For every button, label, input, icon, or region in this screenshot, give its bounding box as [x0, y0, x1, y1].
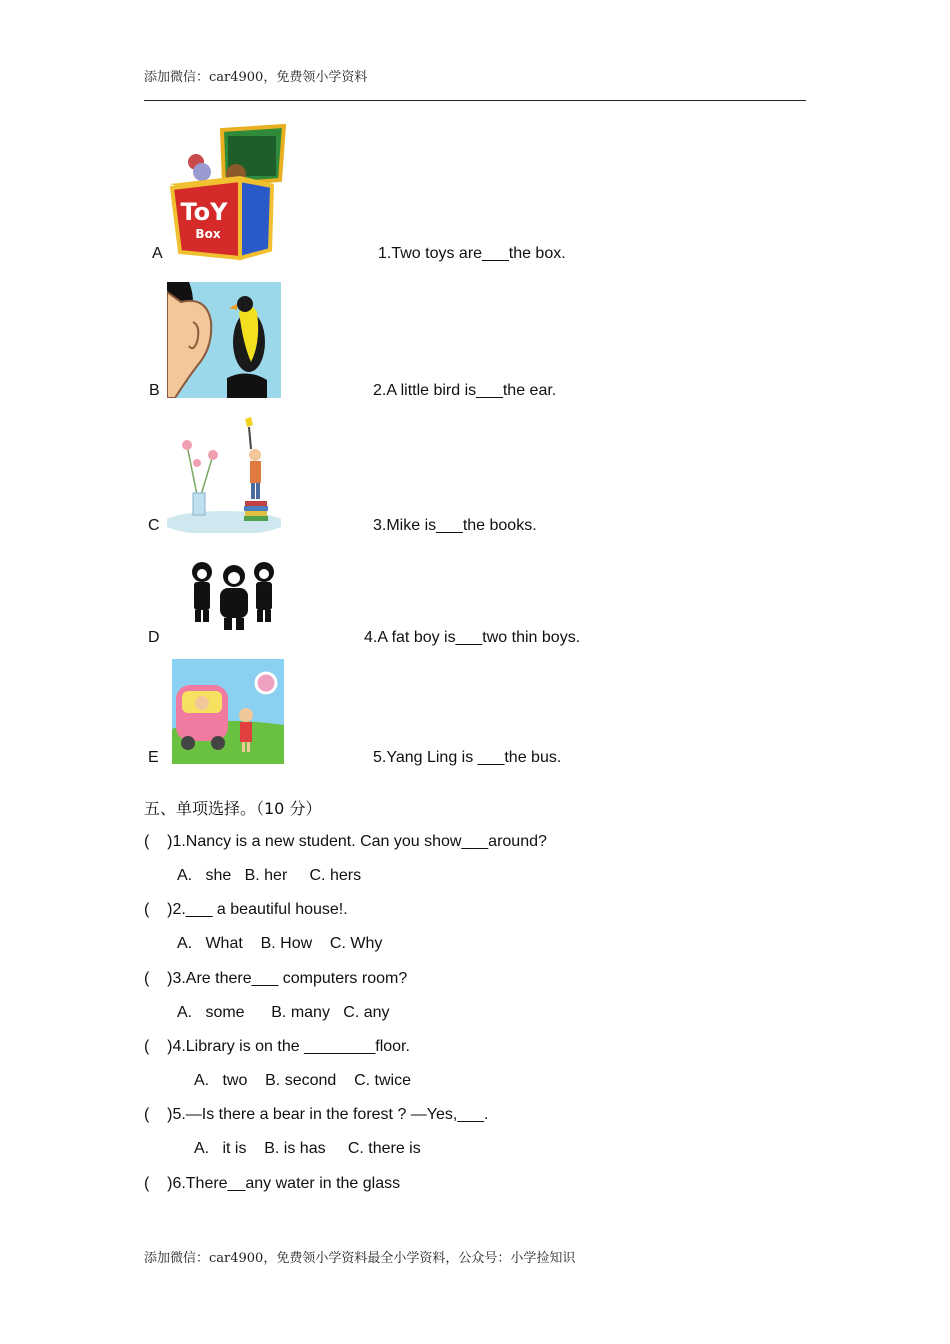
page-header: 添加微信：car4900，免费领小学资料 [144, 70, 368, 85]
bird-ear-picture [167, 282, 281, 398]
page-footer: 添加微信：car4900，免费领小学资料最全小学资料，公众号：小学捡知识 [144, 1251, 576, 1266]
question-6: ( )6.There__any water in the glass [144, 1175, 401, 1192]
three-boys-picture [188, 558, 278, 636]
sentence-2: 2.A little bird is___the ear. [373, 382, 557, 399]
girl-on-bus-picture [172, 659, 284, 764]
boy-on-books-picture [167, 415, 281, 533]
sentence-5: 5.Yang Ling is ___the bus. [373, 749, 562, 766]
section-title: 五、单项选择。（10 分） [144, 799, 322, 818]
sentence-4: 4.A fat boy is___two thin boys. [364, 629, 581, 646]
sentence-3: 3.Mike is___the books. [373, 517, 537, 534]
picture-letter-d: D [148, 629, 160, 646]
question-3-options: A. some B. many C. any [177, 1004, 390, 1021]
question-4-options: A. two B. second C. twice [194, 1072, 411, 1089]
toy-box-label: ToY [180, 198, 228, 226]
question-4: ( )4.Library is on the ________floor. [144, 1038, 410, 1055]
picture-letter-c: C [148, 517, 160, 534]
picture-letter-b: B [149, 382, 160, 399]
question-1: ( )1.Nancy is a new student. Can you show___around? [144, 833, 547, 850]
header-divider [144, 100, 806, 101]
picture-letter-e: E [148, 749, 159, 766]
picture-letter-a: A [152, 245, 163, 262]
question-3: ( )3.Are there___ computers room? [144, 970, 408, 987]
toy-box-picture [166, 122, 288, 262]
toy-box-sublabel: Box [195, 227, 221, 241]
question-2: ( )2.___ a beautiful house!. [144, 901, 348, 918]
question-2-options: A. What B. How C. Why [177, 935, 383, 952]
question-1-options: A. she B. her C. hers [177, 867, 362, 884]
question-5: ( )5.—Is there a bear in the forest ? —Yes,___. [144, 1106, 489, 1123]
question-5-options: A. it is B. is has C. there is [194, 1140, 421, 1157]
sentence-1: 1.Two toys are___the box. [378, 245, 566, 262]
